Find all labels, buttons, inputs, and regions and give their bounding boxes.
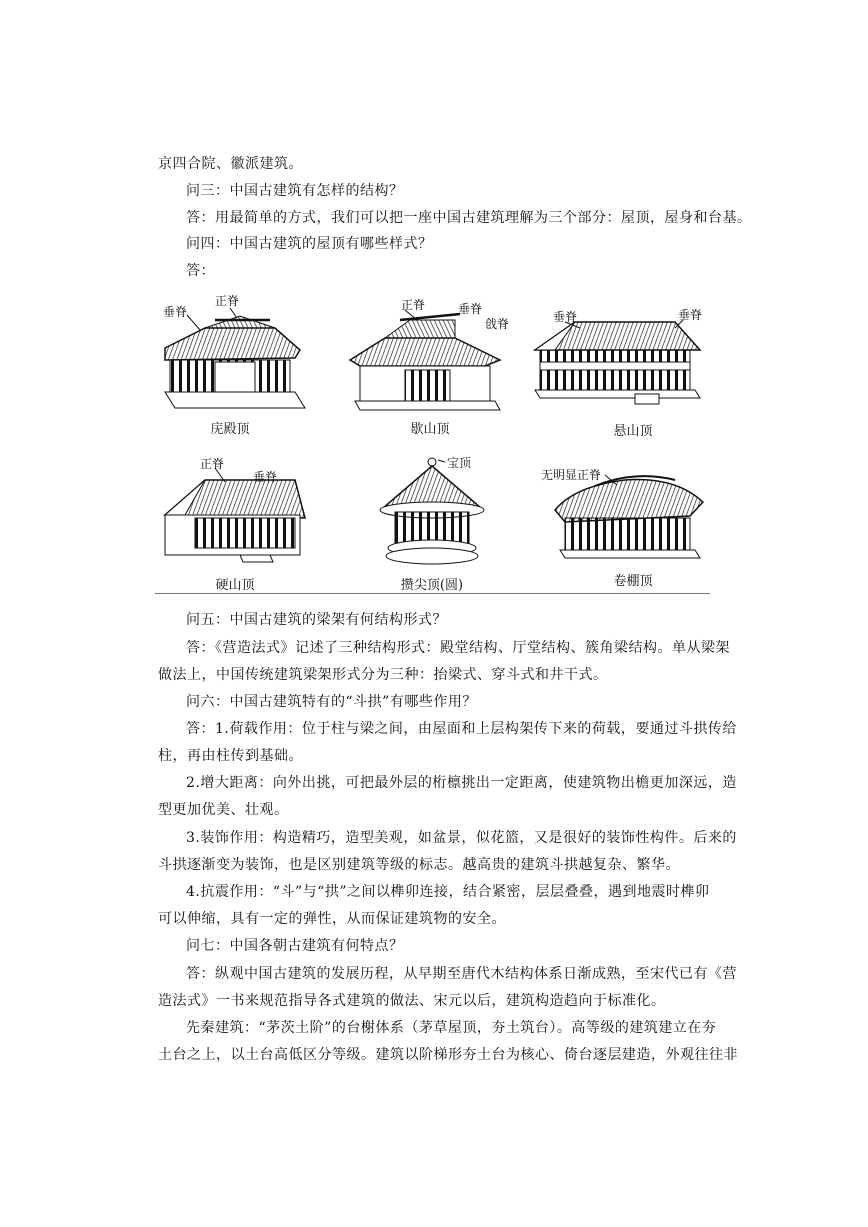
roof-label: 垂脊 — [553, 310, 578, 324]
answer-6-line: 型更加优美、壮观。 — [158, 802, 289, 818]
answer-6-line: 答：1.荷载作用：位于柱与梁之间，由屋面和上层构架传下来的荷载，要通过斗拱传给 — [186, 721, 737, 737]
roof-illustrations — [155, 290, 710, 596]
roof-label: 正脊 — [215, 294, 240, 308]
round-ridge-roof-illustration — [555, 476, 703, 558]
question-4: 问四：中国古建筑的屋顶有哪些样式？ — [186, 236, 433, 252]
figure-divider — [155, 593, 710, 594]
paragraph: 京四合院、徽派建筑。 — [158, 156, 303, 172]
question-5: 问五：中国古建筑的梁架有何结构形式？ — [186, 612, 447, 628]
answer-6-line: 柱，再由柱传到基础。 — [158, 748, 303, 764]
hip-roof-illustration — [165, 316, 305, 408]
answer-7-line: 答：纵观中国古建筑的发展历程，从早期至唐代木结构体系日渐成熟，至宋代已有《营 — [186, 966, 737, 982]
leader-line — [230, 308, 237, 318]
roof-caption: 悬山顶 — [613, 424, 653, 439]
answer-4-label: 答： — [186, 263, 215, 279]
flush-gable-roof-illustration — [165, 480, 305, 562]
roof-label: 戗脊 — [485, 317, 510, 331]
roof-label: 垂脊 — [678, 308, 703, 322]
roof-caption: 卷棚顶 — [613, 574, 653, 589]
answer-3: 答：用最简单的方式，我们可以把一座中国古建筑理解为三个部分：屋顶，屋身和台基。 — [186, 210, 752, 226]
answer-5-line: 答：《营造法式》记述了三种结构形式：殿堂结构、厅堂结构、簇角梁结构。单从梁架 — [186, 640, 730, 656]
gable-hip-roof-illustration — [350, 314, 500, 410]
roof-caption: 攒尖顶(圆) — [400, 578, 464, 593]
roof-label: 正脊 — [200, 457, 225, 471]
question-6: 问六：中国古建筑特有的“斗拱”有哪些作用？ — [186, 694, 477, 710]
roof-caption: 硬山顶 — [215, 578, 255, 593]
leader-line — [438, 460, 445, 462]
roof-caption: 庑殿顶 — [210, 422, 250, 437]
roof-styles-figure — [155, 290, 710, 596]
answer-6-line: 可以伸缩，具有一定的弹性，从而保证建筑物的安全。 — [158, 911, 506, 927]
answer-6-line: 2.增大距离：向外出挑，可把最外层的桁檩挑出一定距离，使建筑物出檐更加深远，造 — [186, 775, 737, 791]
roof-label: 垂脊 — [458, 302, 483, 316]
leader-line — [187, 315, 200, 330]
roof-caption: 歇山顶 — [410, 422, 450, 437]
roof-label: 垂脊 — [163, 305, 188, 319]
roof-label: 宝顶 — [447, 456, 472, 470]
answer-6-line: 4.抗震作用：“斗”与“拱”之间以榫卯连接，结合紧密，层层叠叠，遇到地震时榫卯 — [186, 884, 710, 900]
roof-label: 正脊 — [401, 298, 426, 312]
answer-6-line: 3.装饰作用：构造精巧，造型美观，如盆景，似花篮，又是很好的装饰性构件。后来的 — [186, 830, 737, 846]
roof-label: 无明显正脊 — [541, 468, 602, 482]
question-3: 问三：中国古建筑有怎样的结构？ — [186, 183, 404, 199]
answer-7-line: 土台之上，以土台高低区分等级。建筑以阶梯形夯土台为核心、倚台逐层建造，外观往往非 — [158, 1047, 738, 1063]
question-7: 问七：中国各朝古建筑有何特点？ — [186, 938, 404, 954]
round-pyramidal-roof-illustration — [380, 458, 484, 564]
overhanging-gable-roof-illustration — [535, 322, 700, 404]
answer-7-line: 先秦建筑：“茅茨土阶”的台榭体系（茅草屋顶，夯土筑台）。高等级的建筑建立在夯 — [186, 1020, 717, 1036]
roof-label: 垂脊 — [253, 470, 278, 484]
answer-5-line: 做法上，中国传统建筑梁架形式分为三种：抬梁式、穿斗式和井干式。 — [158, 667, 608, 683]
answer-6-line: 斗拱逐渐变为装饰，也是区别建筑等级的标志。越高贵的建筑斗拱越复杂、繁华。 — [158, 857, 680, 873]
answer-7-line: 造法式》一书来规范指导各式建筑的做法、宋元以后，建筑构造趋向于标准化。 — [158, 993, 666, 1009]
